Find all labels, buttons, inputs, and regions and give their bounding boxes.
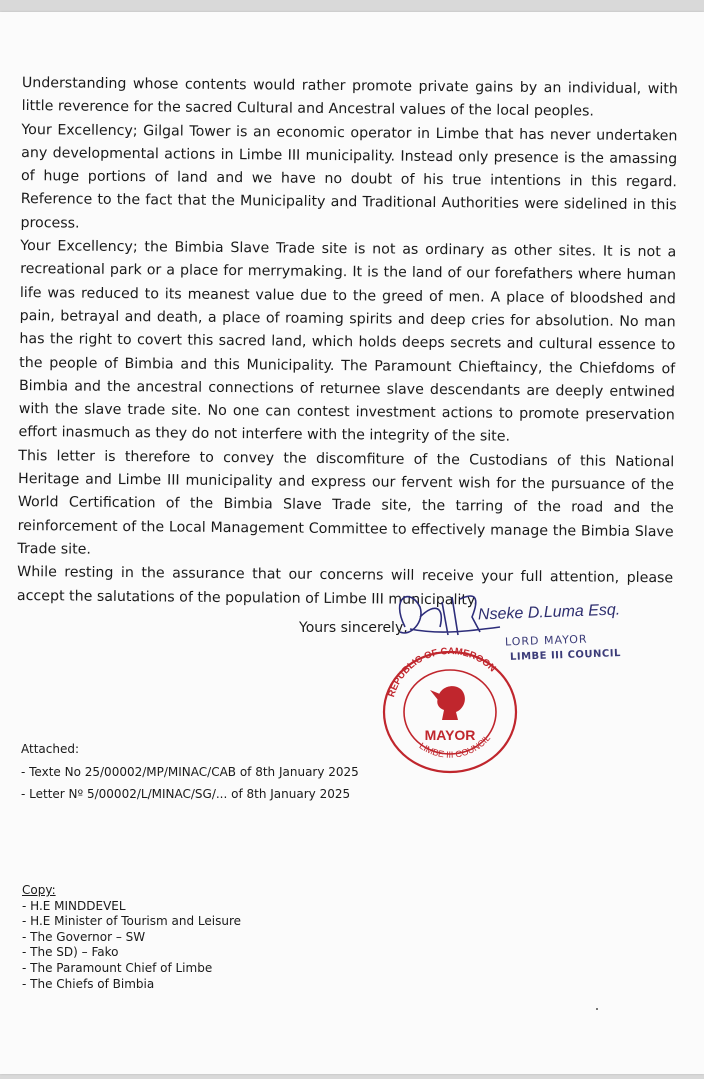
paragraph-5: While resting in the assurance that our concerns will receive your full attention, please accept the salutations of the population of Limbe III municipality.	[16, 564, 674, 608]
ink-speck	[596, 1008, 598, 1010]
stamp-emblem-icon	[430, 686, 465, 720]
signatory-name: Nseke D.Luma Esq.	[477, 601, 621, 624]
signatory-title: LORD MAYOR	[504, 632, 588, 649]
stamp-outer-text: REPUBLIC OF CAMEROON	[386, 645, 498, 699]
copy-recipient: - H.E Minister of Tourism and Leisure	[22, 914, 242, 929]
attachments-block	[21, 738, 359, 805]
copy-heading: Copy:	[22, 883, 56, 897]
copy-recipient: - The SD) – Fako	[22, 945, 119, 960]
paragraph-1: Understanding whose contents would rather promote private gains by an individual, with little reverence for the sacred Cultural and Ancestral values of the local peoples.	[21, 74, 678, 120]
closing-salutation: Yours sincerely,	[299, 620, 408, 636]
copy-recipient: - The Chiefs of Bimbia	[22, 976, 155, 991]
paragraph-3: Your Excellency; the Bimbia Slave Trade site is not as ordinary as other sites. It is not a recreational park or a place for merrymaking. It is the land of our forefathers where human life was reduced to its meanest value due to the greed of men. A place of bloodshed and pain, betrayal and death, a place of roaming spirits and deep cries for absolution. No man has the right to covert this sacred land, which holds deeps secrets and cultural essence to the people of Bimbia and this Municipality. The Paramount Chieftaincy, the Chiefdoms of Bimbia and the ancestral connections of returnee slave descendants are deeply entwined with the slave trade site. No one can contest investment actions to promote preservation effort inasmuch as they do not interfere with the integrity of the site.	[18, 238, 677, 446]
copy-list-block	[22, 883, 241, 992]
signatory-council: LIMBE III COUNCIL	[509, 648, 622, 663]
copy-recipient: - The Governor – SW	[22, 929, 146, 944]
letter-page	[0, 12, 704, 1074]
letter-body	[17, 72, 678, 614]
stamp-bottom-text: LIMBE III COUNCIL	[417, 732, 493, 760]
attachment-item: - Letter Nº 5/00002/L/MINAC/SG/... of 8th January 2025	[21, 787, 351, 801]
paragraph-4: This letter is therefore to convey the discomfiture of the Custodians of this National Heritage and Limbe III municipality and express our fervent wish for the pursuance of the World Certification of the Bimbia Slave Trade site, the tarring of the road and the reinforcement of the Local Management Committee to effectively manage the Bimbia Slave Trade site.	[17, 447, 675, 558]
copy-recipient: - The Paramount Chief of Limbe	[22, 960, 213, 975]
attachments-heading: Attached:	[21, 742, 80, 756]
official-seal-stamp	[370, 640, 530, 780]
stamp-center-label: MAYOR	[424, 727, 476, 743]
paragraph-2: Your Excellency; Gilgal Tower is an economic operator in Limbe that has never undertaken any developmental actions in Limbe III municipality. Instead only presence is the amassing of huge portions of land and we have no doubt of his true intentions in this regard. Reference to the fact that the Municipality and Traditional Authorities were sidelined in this process.	[20, 121, 678, 232]
attachment-item: - Texte No 25/00002/MP/MINAC/CAB of 8th January 2025	[21, 765, 359, 779]
copy-recipient: - H.E MINDDEVEL	[22, 898, 126, 913]
